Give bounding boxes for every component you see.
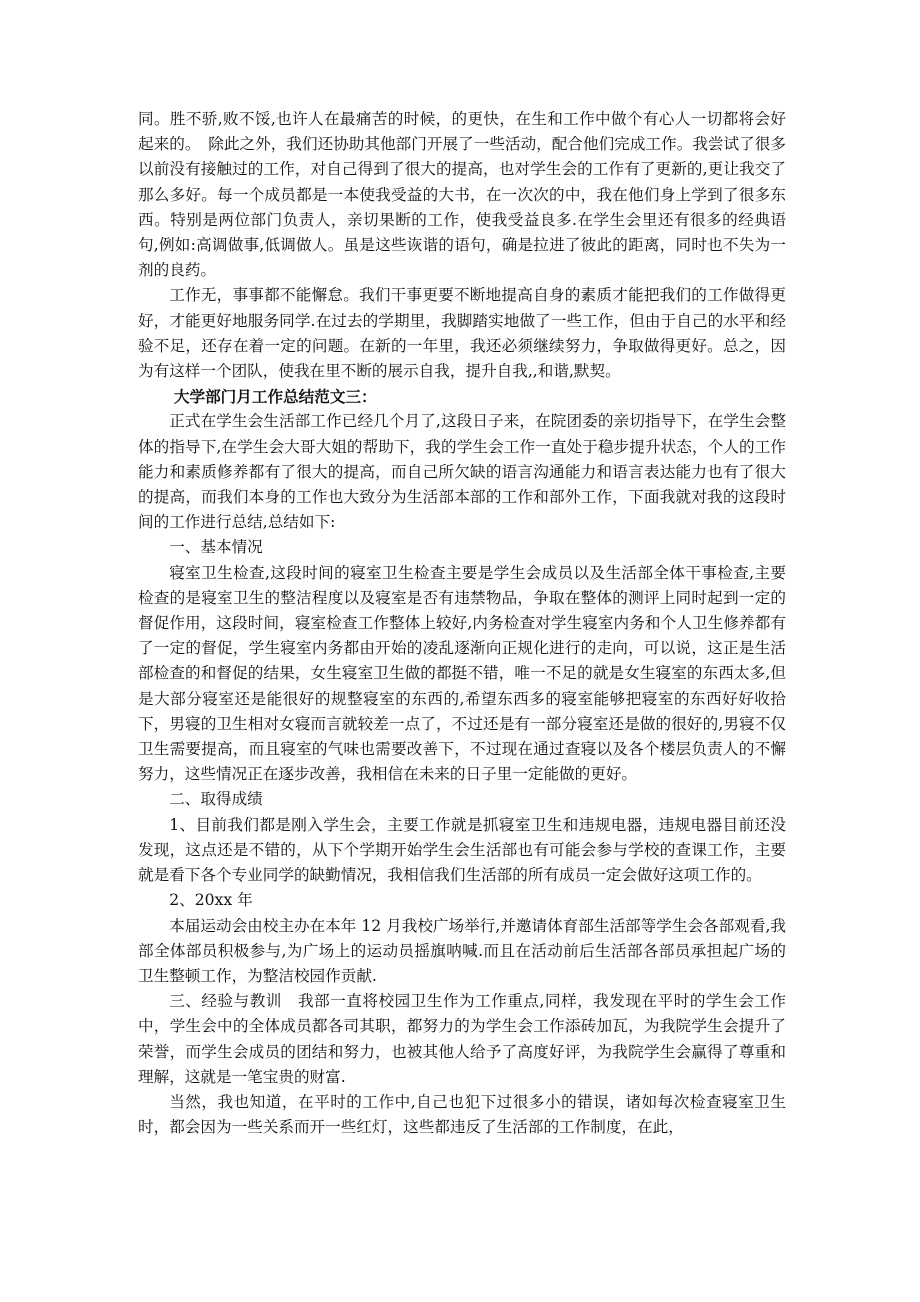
paragraph-lessons: 三、经验与教训 我部一直将校园卫生作为工作重点,同样，我发现在平时的学生会工作中，学生会中的全体成员都各司其职，都努力的为学生会工作添砖加瓦，为我院学生会提升了荣誉，而学生会成员的团结和努力，也被其他人给予了高度好评，为我院学生会赢得了尊重和理解，这就是一笔宝贵的财富. [138, 992, 786, 1086]
paragraph-dorm-inspection: 寝室卫生检查,这段时间的寝室卫生检查主要是学生会成员以及生活部全体干事检查,主要检查的是寝室卫生的整洁程度以及寝室是否有违禁物品，争取在整体的测评上同时起到一定的督促作用，这段时间，寝室检查工作整体上较好,内务检查对学生寝室内务和个人卫生修养都有了一定的督促，学生寝室内务都由开始的凌乱逐渐向正规化进行的走向，可以说，这正是生活部检查的和督促的结果，女生寝室卫生做的都挺不错，唯一不足的就是女生寝室的东西太多,但是大部分寝室还是能很好的规整寝室的东西的,希望东西多的寝室能够把寝室的东西好好收拾下，男寝的卫生相对女寝而言就较差一点了，不过还是有一部分寝室还是做的很好的,男寝不仅卫生需要提高，而且寝室的气味也需要改善下，不过现在通过查寝以及各个楼层负责人的不懈努力，这些情况正在逐步改善，我相信在未来的日子里一定能做的更好。 [138, 563, 786, 784]
subheading-basic-situation: 一、基本情况 [169, 538, 263, 557]
document-page [138, 107, 786, 1140]
paragraph-sports-meet: 本届运动会由校主办在本年 12 月我校广场举行,并邀请体育部生活部等学生会各部观看,我部全体部员积极参与,为广场上的运动员摇旗呐喊.而且在活动前后生活部各部员承担起广场的卫生整顿工作，为整洁校园作贡献. [138, 916, 786, 985]
paragraph-intro: 正式在学生会生活部工作已经几个月了,这段日子来，在院团委的亲切指导下，在学生会整体的指导下,在学生会大哥大姐的帮助下，我的学生会工作一直处于稳步提升状态，个人的工作能力和素质修养都有了很大的提高，而自己所欠缺的语言沟通能力和语言表达能力也有了很大的提高，而我们本身的工作也大致分为生活部本部的工作和部外工作，下面我就对我的这段时间的工作进行总结,总结如下: [138, 412, 786, 532]
subheading-achievements: 二、取得成绩 [169, 790, 263, 809]
subheading-achievement-2: 2、20xx 年 [169, 891, 253, 910]
paragraph-continuation: 同。胜不骄,败不馁,也许人在最痛苦的时候，的更快，在生和工作中做个有心人一切都将会好起来的。 除此之外，我们还协助其他部门开展了一些活动，配合他们完成工作。我尝试了很多以前没有接触过的工作，对自己得到了很大的提高，也对学生会的工作有了更新的,更让我交了那么多好。每一个成员都是一本使我受益的大书，在一次次的中，我在他们身上学到了很多东西。特别是两位部门负责人，亲切果断的工作，使我受益良多.在学生会里还有很多的经典语句,例如:高调做事,低调做人。虽是这些诙谐的语句，确是拉进了彼此的距离，同时也不失为一剂的良药。 [138, 110, 786, 280]
paragraph-work-attitude: 工作无，事事都不能懈怠。我们干事更要不断地提高自身的素质才能把我们的工作做得更好，才能更好地服务同学.在过去的学期里，我脚踏实地做了一些工作，但由于自己的水平和经验不足，还存在着一定的问题。在新的一年里，我还必须继续努力，争取做得更好。总之，因为有这样一个团队，使我在里不断的展示自我，提升自我,,和谐,默契。 [138, 286, 786, 381]
paragraph-mistakes: 当然，我也知道，在平时的工作中,自己也犯下过很多小的错误，诸如每次检查寝室卫生时，都会因为一些关系而开一些红灯，这些都违反了生活部的工作制度，在此， [138, 1092, 786, 1137]
section-heading: 大学部门月工作总结范文三： [173, 387, 377, 407]
paragraph-achievement-1: 1、目前我们都是刚入学生会，主要工作就是抓寝室卫生和违规电器，违规电器目前还没发现，这点还是不错的，从下个学期开始学生会生活部也有可能会参与学校的查课工作，主要就是看下各个专业同学的缺勤情况，我相信我们生活部的所有成员一定会做好这项工作的。 [138, 815, 786, 885]
